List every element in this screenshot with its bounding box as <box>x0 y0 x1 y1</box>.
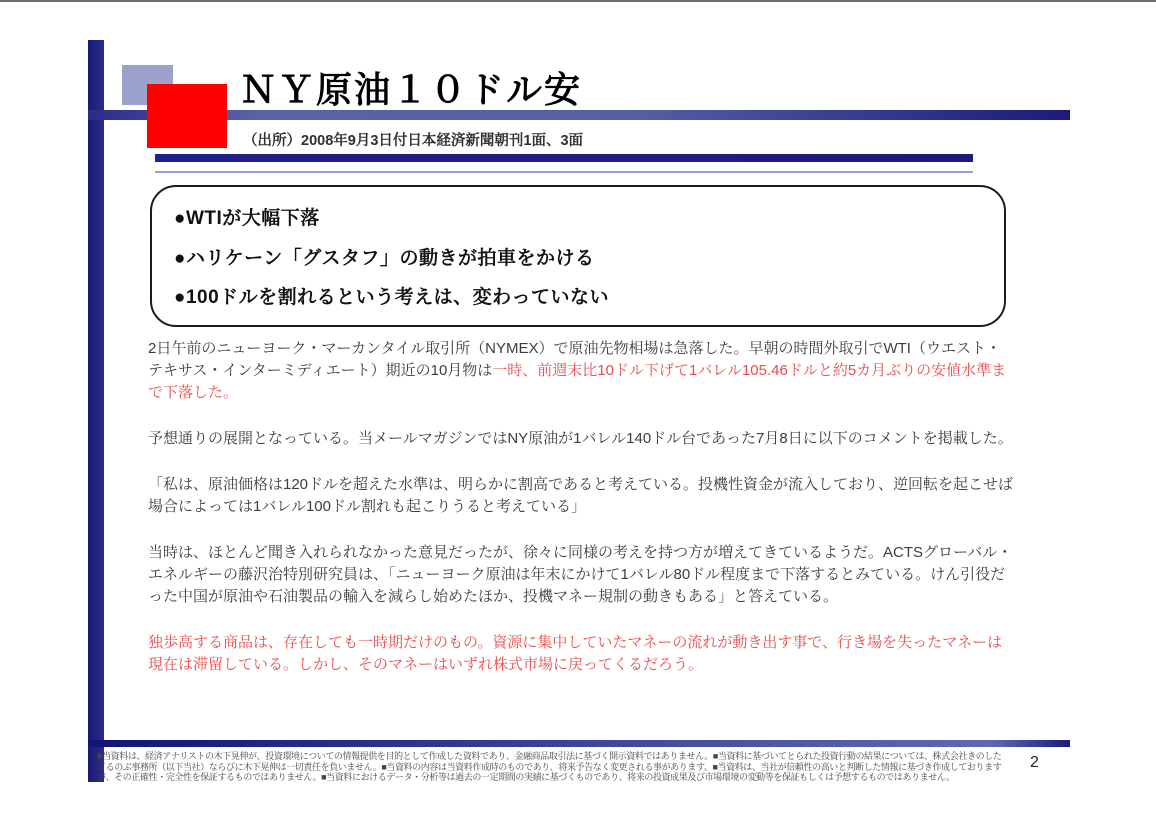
body-paragraphs <box>148 338 1014 700</box>
highlight-item: ●100ドルを割れるという考えは、変わっていない <box>174 286 609 308</box>
red-square-decoration <box>147 84 227 148</box>
paragraph-red-text: 独歩高する商品は、存在しても一時期だけのもの。資源に集中していたマネーの流れが動き出す事で、行き場を失ったマネーは現在は滞留している。しかし、そのマネーはいずれ株式市場に戻ってくるだろう。 <box>148 634 1003 673</box>
paragraph <box>148 542 1014 608</box>
section-rule-thin-line <box>155 171 973 173</box>
paragraph <box>148 338 1014 404</box>
paragraph-text: 「私は、原油価格は120ドルを超えた水準は、明らかに割高であると考えている。投機性資金が流入しており、逆回転を起こせば場合によっては1バレル100ドル割れも起こりうると考えている」 <box>148 476 1014 515</box>
left-accent-bar <box>88 40 104 782</box>
highlight-box <box>150 185 1006 327</box>
paragraph-text: 予想通りの展開となっている。当メールマガジンではNY原油が1バレル140ドル台であった7月8日に以下のコメントを掲載した。 <box>148 430 1013 447</box>
disclaimer-line: ■当資料は、経済アナリストの木下晃伸が、投資環境についての情報提供を目的として作成した資料であり、金融商品取引法に基づく開示資料ではありません。■当資料に基づいてとられた投資行動の結果については、株式会社きのした <box>97 751 1002 761</box>
page-title: ＮＹ原油１０ドル安 <box>240 69 583 110</box>
paragraph <box>148 474 1014 518</box>
disclaimer-line: が、その正確性・完全性を保証するものではありません。■当資料におけるデータ・分析等は過去の一定期間の実績に基づくものであり、将来の投資成果及び市場環境の変動等を保証もしくは予想するものではありません。 <box>97 772 955 782</box>
highlight-item: ●WTIが大幅下落 <box>174 208 320 230</box>
disclaimer-line: てるのぶ事務所（以下当社）ならびに木下晃伸は一切責任を負いません。■当資料の内容は当資料作成時のものであり、将来予告なく変更される事があります。■当資料は、当社が信頼性の高いと判断した情報に基づき作成しております <box>97 761 1002 772</box>
footer-rule-bar <box>88 740 1070 747</box>
paragraph-text: 2日午前のニューヨーク・マーカンタイル取引所（NYMEX）で原油先物相場は急落した。早朝の時間外取引でWTI（ウエスト・テキサス・インターミディエート）期近の10月物は <box>148 340 1001 379</box>
page-number: 2 <box>1030 754 1039 771</box>
paragraph <box>148 428 1014 450</box>
paragraph-red-text: 一時、前週末比10ドル下げて1バレル105.46ドルと約5カ月ぶりの安値水準まで下落した。 <box>148 362 1007 401</box>
section-rule-bar <box>155 154 973 162</box>
source-citation: （出所）2008年9月3日付日本経済新聞朝刊1面、3面 <box>243 133 584 149</box>
paragraph <box>148 632 1014 676</box>
disclaimer <box>97 751 1012 783</box>
paragraph-text: 当時は、ほとんど聞き入れられなかった意見だったが、徐々に同様の考えを持つ方が増えてきているようだ。ACTSグローバル・エネルギーの藤沢治特別研究員は、「ニューヨーク原油は年末にかけて1バレル80ドル程度まで下落するとみている。けん引役だった中国が原油や石油製品の輸入を減らし始めたほか、投機マネー規制の動きもある」と答えている。 <box>148 544 1013 605</box>
highlight-item: ●ハリケーン「グスタフ」の動きが拍車をかける <box>174 247 595 269</box>
